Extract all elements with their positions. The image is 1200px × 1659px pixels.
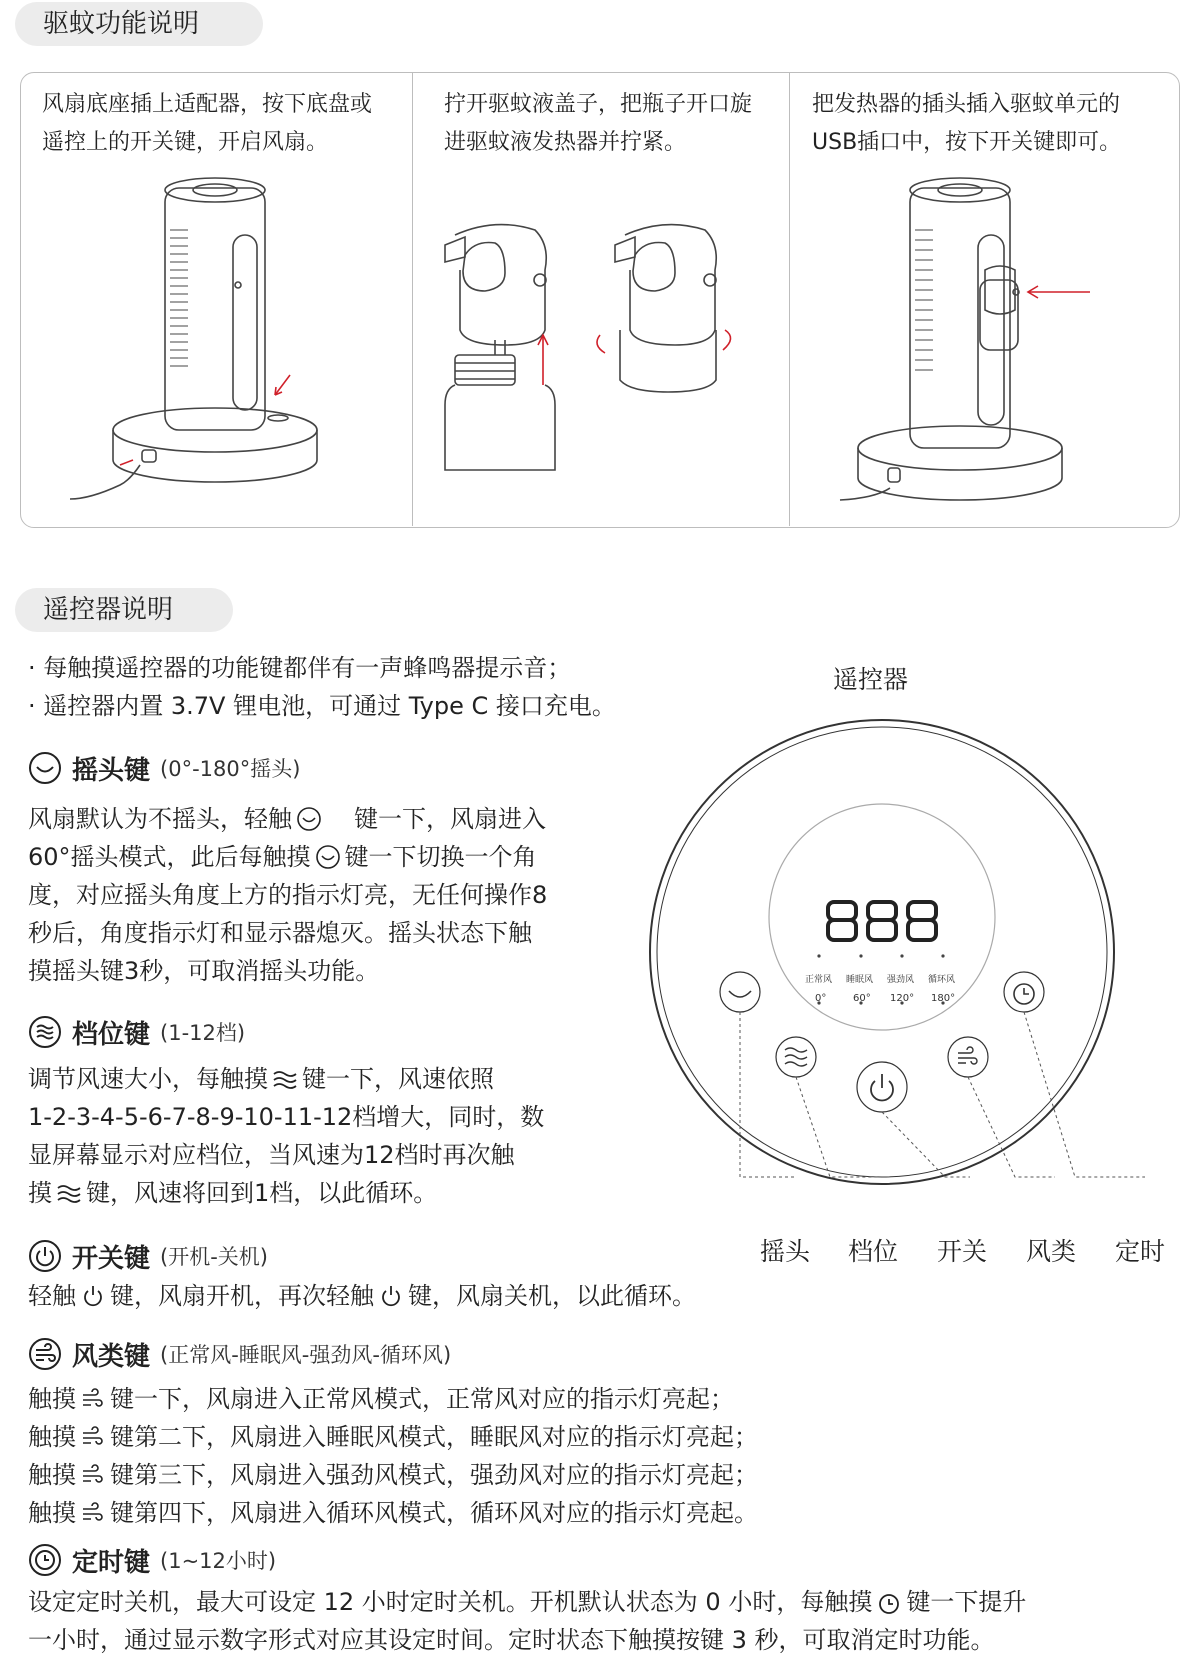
desc-text: 调节风速大小，每触摸 bbox=[28, 1065, 268, 1093]
key-name: 档位键 bbox=[72, 1019, 151, 1050]
bullet-item: · 每触摸遥控器的功能键都伴有一声蜂鸣器提示音； bbox=[28, 654, 572, 682]
desc-text: 触摸 bbox=[28, 1423, 76, 1451]
callout-timer: 定时 bbox=[1115, 1237, 1166, 1266]
segment-display bbox=[828, 902, 936, 940]
panel-divider bbox=[412, 72, 413, 526]
step-line: 拧开驱蚊液盖子，把瓶子开口旋 bbox=[444, 92, 753, 117]
desc-text: 键第三下，风扇进入强劲风模式，强劲风对应的指示灯亮起； bbox=[110, 1461, 758, 1489]
section-title-mosquito bbox=[15, 2, 263, 46]
remote-title: 遥控器 bbox=[833, 665, 909, 694]
fan-plug-illustration bbox=[100, 170, 330, 530]
key-name: 摇头键 bbox=[72, 755, 151, 786]
desc-text: 摸 bbox=[28, 1179, 52, 1207]
mode-description bbox=[28, 1380, 928, 1532]
wind-mode-icon bbox=[80, 1462, 106, 1488]
heater-bottle-illustration bbox=[425, 215, 775, 475]
desc-text: 风扇默认为不摇头，轻触 bbox=[28, 805, 292, 833]
key-heading-swing bbox=[28, 748, 300, 788]
key-range: (1-12档) bbox=[160, 1021, 246, 1045]
section-title-text: 驱蚊功能说明 bbox=[43, 9, 200, 39]
angle-label: 180° bbox=[931, 993, 956, 1004]
desc-text: 键，风扇关机，以此循环。 bbox=[408, 1282, 696, 1310]
step-line: 把发热器的插头插入驱蚊单元的 bbox=[812, 92, 1121, 117]
key-range: (开机-关机) bbox=[160, 1245, 268, 1269]
wind-mode-icon bbox=[80, 1386, 106, 1412]
desc-text: 键一下提升 bbox=[906, 1588, 1027, 1616]
wind-mode-icon bbox=[80, 1424, 106, 1450]
key-heading-timer bbox=[28, 1540, 276, 1580]
clock-icon bbox=[28, 1543, 62, 1577]
remote-diagram bbox=[645, 712, 1200, 1252]
swing-description bbox=[28, 800, 628, 990]
desc-text: 触摸 bbox=[28, 1499, 76, 1527]
key-name: 开关键 bbox=[72, 1243, 151, 1274]
mode-label: 正常风 bbox=[805, 975, 833, 985]
key-heading-mode bbox=[28, 1334, 451, 1374]
gear-description bbox=[28, 1060, 628, 1212]
swing-icon bbox=[28, 751, 62, 785]
power-icon bbox=[28, 1239, 62, 1273]
key-range: (0°-180°摇头) bbox=[160, 757, 301, 781]
step-line: 风扇底座插上适配器，按下底盘或 bbox=[42, 92, 373, 117]
step-line: USB插口中，按下开关键即可。 bbox=[812, 130, 1122, 155]
angle-label: 120° bbox=[890, 993, 915, 1004]
desc-text: 触摸 bbox=[28, 1461, 76, 1489]
desc-text: 设定定时关机，最大可设定 12 小时定时关机。开机默认状态为 0 小时，每触摸 bbox=[28, 1588, 873, 1616]
desc-text: 轻触 bbox=[28, 1282, 76, 1310]
step-line: 进驱蚊液发热器并拧紧。 bbox=[444, 130, 687, 155]
desc-text: 键一下，风扇进入 bbox=[354, 805, 546, 833]
wind-speed-icon bbox=[28, 1015, 62, 1049]
key-range: (正常风-睡眠风-强劲风-循环风) bbox=[160, 1343, 452, 1367]
angle-label: 60° bbox=[853, 993, 871, 1004]
desc-text: 键，风速将回到1档，以此循环。 bbox=[86, 1179, 438, 1207]
desc-text: 键一下，风扇进入正常风模式，正常风对应的指示灯亮起； bbox=[110, 1385, 734, 1413]
panel-divider bbox=[789, 72, 790, 526]
desc-text: 度，对应摇头角度上方的指示灯亮，无任何操作8 bbox=[28, 881, 548, 909]
callout-power: 开关 bbox=[937, 1237, 988, 1266]
desc-text: 键一下切换一个角 bbox=[344, 843, 537, 871]
swing-icon bbox=[296, 806, 322, 832]
step-2-text bbox=[444, 86, 752, 162]
callout-wind-mode: 风类 bbox=[1026, 1237, 1077, 1266]
callout-gear: 档位 bbox=[848, 1237, 899, 1266]
timer-description bbox=[28, 1583, 1188, 1659]
wind-mode-icon bbox=[28, 1337, 62, 1371]
key-heading-gear bbox=[28, 1012, 245, 1052]
wind-mode-icon bbox=[80, 1500, 106, 1526]
desc-text: 键一下，风速依照 bbox=[302, 1065, 494, 1093]
power-description bbox=[28, 1277, 928, 1315]
step-1-text bbox=[42, 86, 372, 162]
mode-label: 循环风 bbox=[928, 975, 956, 985]
desc-text: 60°摇头模式，此后每触摸 bbox=[28, 843, 311, 871]
desc-text: 键第四下，风扇进入循环风模式，循环风对应的指示灯亮起。 bbox=[110, 1499, 758, 1527]
section-title-remote bbox=[15, 588, 233, 632]
wind-speed-icon bbox=[272, 1066, 298, 1092]
key-heading-power bbox=[28, 1236, 268, 1276]
section-title-text: 遥控器说明 bbox=[43, 595, 174, 625]
desc-text: 一小时，通过显示数字形式对应其设定时间。定时状态下触摸按键 3 秒，可取消定时功能。 bbox=[28, 1626, 995, 1654]
desc-text: 摸摇头键3秒，可取消摇头功能。 bbox=[28, 957, 380, 985]
desc-text: 秒后，角度指示灯和显示器熄灭。摇头状态下触 bbox=[28, 919, 532, 947]
angle-label: 0° bbox=[815, 993, 827, 1004]
bullet-item: · 遥控器内置 3.7V 锂电池，可通过 Type C 接口充电。 bbox=[28, 692, 616, 720]
key-range: (1~12小时) bbox=[160, 1549, 277, 1573]
swing-button bbox=[720, 972, 760, 1012]
mode-label: 睡眠风 bbox=[846, 975, 874, 985]
mode-label: 强劲风 bbox=[887, 975, 915, 985]
key-name: 定时键 bbox=[72, 1547, 151, 1578]
step-3-text bbox=[812, 86, 1121, 162]
desc-text: 键第二下，风扇进入睡眠风模式，睡眠风对应的指示灯亮起； bbox=[110, 1423, 758, 1451]
desc-text: 1-2-3-4-5-6-7-8-9-10-11-12档增大，同时，数 bbox=[28, 1103, 545, 1131]
wind-mode-button bbox=[948, 1037, 988, 1077]
clock-icon bbox=[876, 1589, 902, 1615]
desc-text: 触摸 bbox=[28, 1385, 76, 1413]
key-name: 风类键 bbox=[72, 1341, 151, 1372]
fan-heater-illustration bbox=[860, 170, 1130, 530]
desc-text: 键，风扇开机，再次轻触 bbox=[110, 1282, 374, 1310]
swing-icon bbox=[315, 844, 341, 870]
power-icon bbox=[80, 1283, 106, 1309]
callout-swing: 摇头 bbox=[760, 1237, 811, 1266]
wind-speed-icon bbox=[56, 1180, 82, 1206]
desc-text: 显屏幕显示对应档位，当风速为12档时再次触 bbox=[28, 1141, 515, 1169]
step-line: 遥控上的开关键，开启风扇。 bbox=[42, 130, 329, 155]
power-icon bbox=[378, 1283, 404, 1309]
